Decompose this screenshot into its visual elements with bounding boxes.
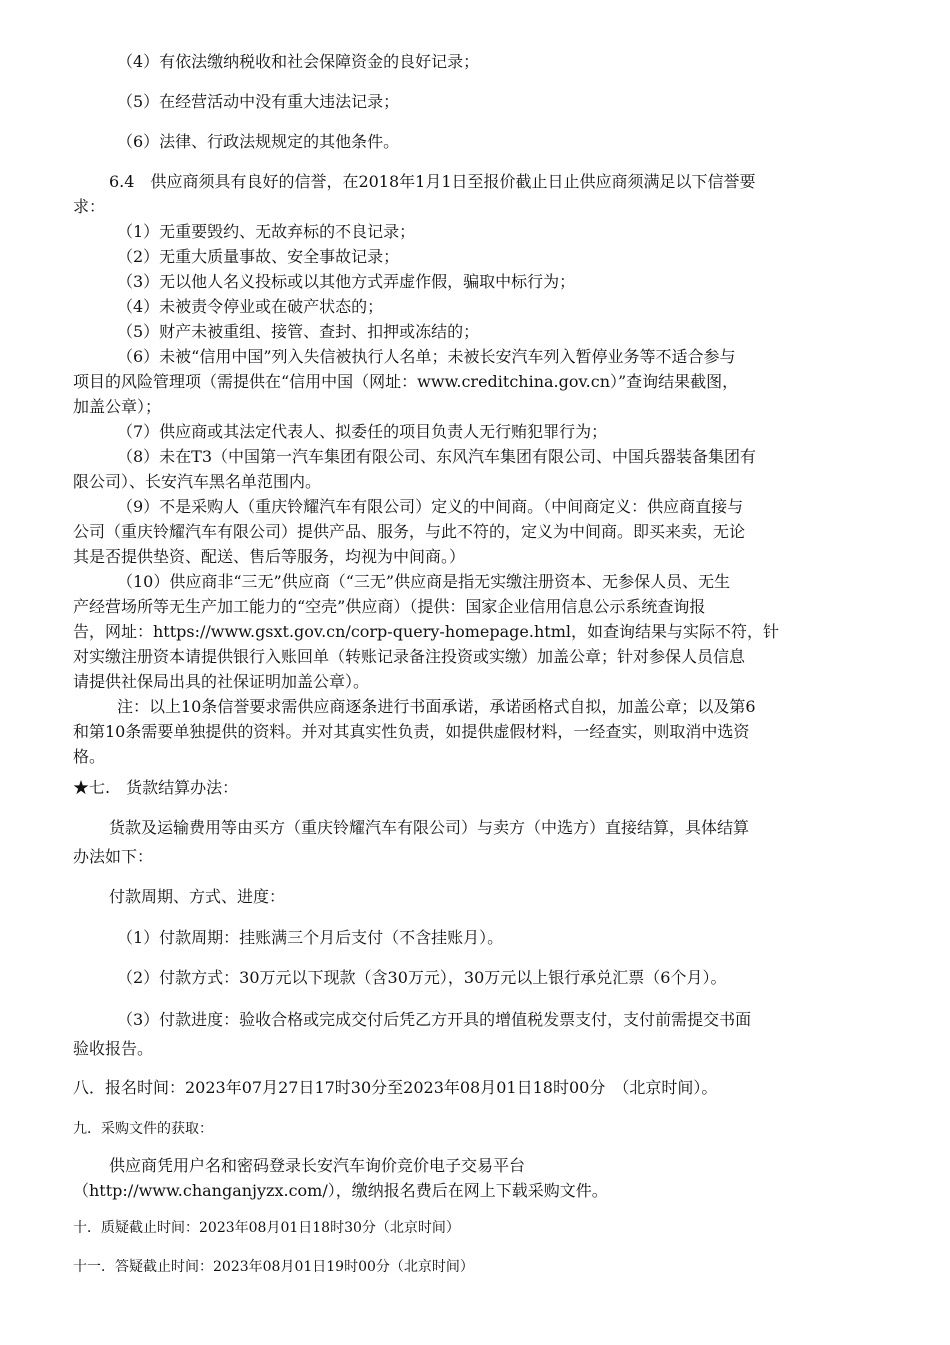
text-line: 项目的风险管理项（需提供在“信用中国（网址：www.creditchina.gov.cn）”查询结果截图， (73, 372, 739, 391)
text-line: 请提供社保局出具的社保证明加盖公章）。 (73, 672, 370, 691)
text-line: 其是否提供垫资、配送、售后等服务，均视为中间商。） (73, 547, 466, 566)
section-heading: 九．采购文件的获取： (73, 1121, 213, 1137)
text-line: （2）无重大质量事故、安全事故记录； (117, 247, 400, 266)
text-line: 注：以上10条信誉要求需供应商逐条进行书面承诺，承诺函格式自拟，加盖公章；以及第6 (117, 697, 756, 716)
text-line: 供应商凭用户名和密码登录长安汽车询价竞价电子交易平台 (109, 1156, 526, 1175)
text-line: （9）不是采购人（重庆铃耀汽车有限公司）定义的中间商。（中间商定义：供应商直接与 (117, 497, 744, 516)
text-line: （6）法律、行政法规规定的其他条件。 (117, 132, 400, 151)
section-heading: 八．报名时间：2023年07月27日17时30分至2023年08月01日18时00分 （北京时间）。 (73, 1078, 718, 1097)
text-line: 办法如下： (73, 847, 154, 866)
text-line: （7）供应商或其法定代表人、拟委任的项目负责人无行贿犯罪行为； (117, 422, 608, 441)
text-line: 格。 (73, 747, 106, 766)
text-line: 对实缴注册资本请提供银行入账回单（转账记录备注投资或实缴）加盖公章；针对参保人员信息 (73, 647, 746, 666)
text-line: 验收报告。 (73, 1039, 154, 1058)
text-line: 告，网址：https://www.gsxt.gov.cn/corp-query-homepage.html，如查询结果与实际不符，针 (73, 622, 779, 641)
text-line: 和第10条需要单独提供的资料。并对其真实性负责，如提供虚假材料，一经查实，则取消中选资 (73, 722, 750, 741)
text-line: （3）无以他人名义投标或以其他方式弄虚作假，骗取中标行为； (117, 272, 576, 291)
section-heading: 十．质疑截止时间：2023年08月01日18时30分（北京时间） (73, 1220, 460, 1236)
text-line: （5）在经营活动中没有重大违法记录； (117, 92, 400, 111)
section-heading: 十一．答疑截止时间：2023年08月01日19时00分（北京时间） (73, 1259, 474, 1275)
text-line: （4）有依法缴纳税收和社会保障资金的良好记录； (117, 52, 480, 71)
text-line: 货款及运输费用等由买方（重庆铃耀汽车有限公司）与卖方（中选方）直接结算，具体结算 (109, 818, 750, 837)
text-line: （8）未在T3（中国第一汽车集团有限公司、东风汽车集团有限公司、中国兵器装备集团有 (117, 447, 757, 466)
text-line: （4）未被责令停业或在破产状态的； (117, 297, 384, 316)
text-line: （1）无重要毁约、无故弃标的不良记录； (117, 222, 416, 241)
text-line: 公司（重庆铃耀汽车有限公司）提供产品、服务，与此不符的，定义为中间商。即买来卖，无论 (73, 522, 746, 541)
text-line: 付款周期、方式、进度： (109, 887, 286, 906)
text-line: （10）供应商非“三无”供应商（“三无”供应商是指无实缴注册资本、无参保人员、无生 (117, 572, 731, 591)
text-line: 加盖公章）； (73, 397, 162, 416)
text-line: （6）未被“信用中国”列入失信被执行人名单；未被长安汽车列入暂停业务等不适合参与 (117, 347, 736, 366)
text-line: （2）付款方式：30万元以下现款（含30万元），30万元以上银行承兑汇票（6个月）。 (117, 968, 727, 987)
section-heading: ★七. 货款结算办法： (73, 778, 239, 797)
text-line: （3）付款进度：验收合格或完成交付后凭乙方开具的增值税发票支付，支付前需提交书面 (117, 1010, 752, 1029)
text-line: 产经营场所等无生产加工能力的“空壳”供应商）（提供：国家企业信用信息公示系统查询报 (73, 597, 706, 616)
text-line: （5）财产未被重组、接管、查封、扣押或冻结的； (117, 322, 480, 341)
text-line: 6.4 供应商须具有良好的信誉，在2018年1月1日至报价截止日止供应商须满足以下信誉要 (109, 172, 756, 191)
text-line: （1）付款周期：挂账满三个月后支付（不含挂账月）。 (117, 928, 504, 947)
text-line: 限公司）、长安汽车黑名单范围内。 (73, 472, 322, 491)
text-line: 求： (73, 197, 106, 216)
text-line: （http://www.changanjyzx.com/），缴纳报名费后在网上下载采购文件。 (73, 1181, 608, 1200)
